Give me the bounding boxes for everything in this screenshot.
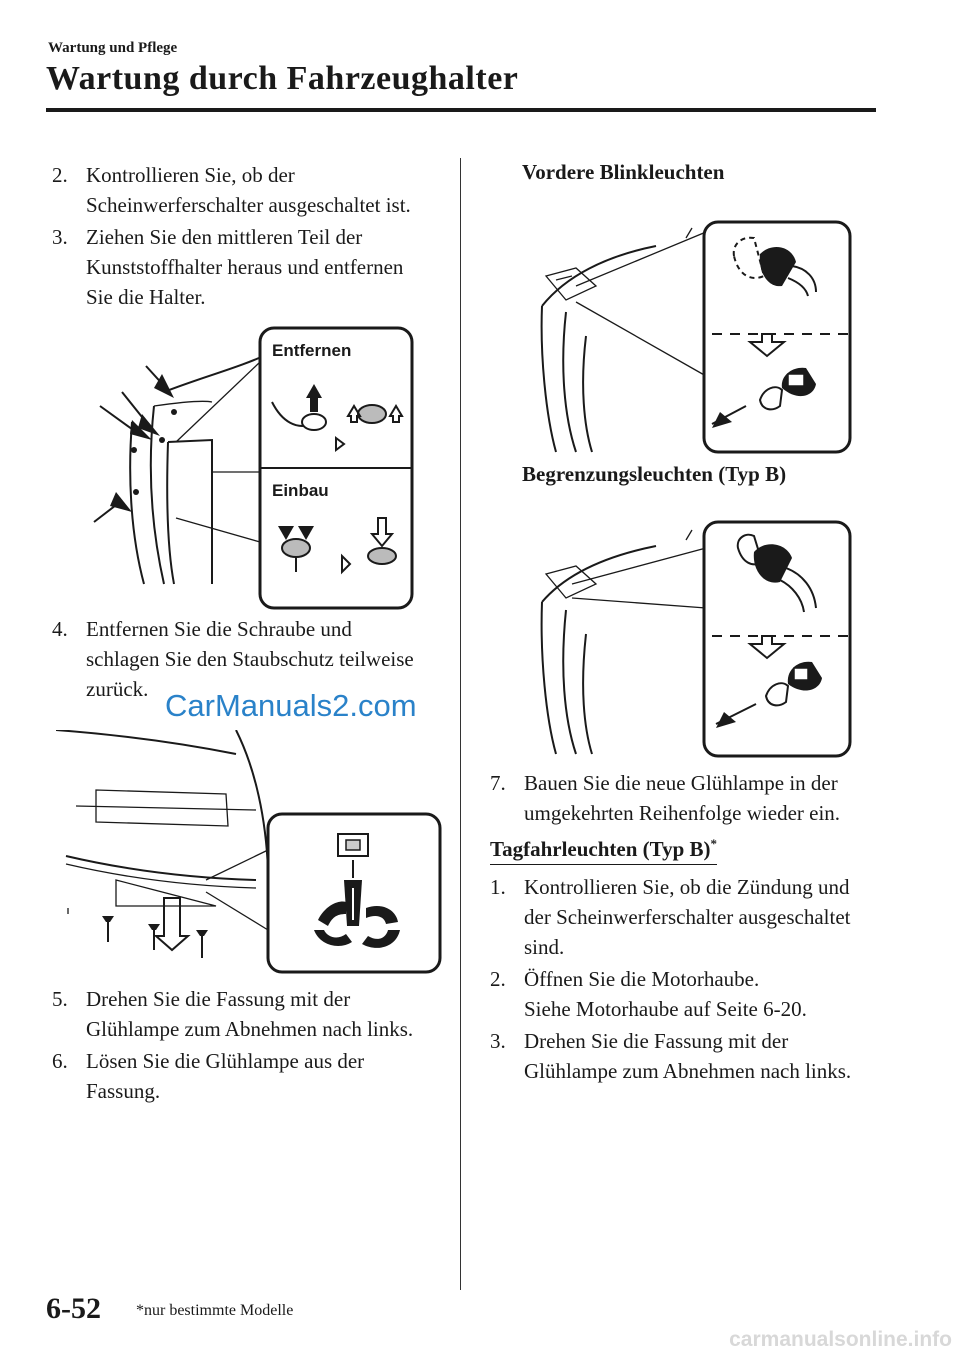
step-text-line: Kunststoffhalter heraus und entfernen [86, 255, 404, 279]
step-text-line: Glühlampe zum Abnehmen nach links. [86, 1017, 414, 1041]
bumper-drawing [56, 730, 268, 958]
watermark: CarManuals2.com [165, 688, 417, 723]
step-number: 1. [490, 875, 506, 899]
step-2 [52, 160, 432, 222]
remove-label: Entfernen [272, 341, 352, 360]
step-5 [52, 984, 452, 1046]
step-text-line: Lösen Sie die Glühlampe aus der [86, 1049, 365, 1073]
heading-text: Tagfahrleuchten (Typ B) [490, 837, 711, 861]
step-text-line: Drehen Sie die Fassung mit der [524, 1029, 789, 1053]
front-turn-bulb-illustration [536, 216, 856, 456]
step-number: 2. [490, 967, 506, 991]
step-text-line: Ziehen Sie den mittleren Teil der [86, 225, 363, 249]
step-text-line: Fassung. [86, 1079, 161, 1103]
step-text-line: der Scheinwerferschalter ausgeschaltet [524, 905, 851, 929]
step-number: 7. [490, 771, 506, 795]
footnote-mark: * [710, 836, 718, 851]
step-text-line: Kontrollieren Sie, ob der [86, 163, 295, 187]
install-label: Einbau [272, 481, 329, 500]
step-text-line: Bauen Sie die neue Glühlampe in der [524, 771, 838, 795]
position-bulb-illustration [536, 518, 856, 758]
step-number: 3. [52, 225, 68, 249]
headlamp-drawing [542, 530, 706, 754]
step-number: 3. [490, 1029, 506, 1053]
step-text-line: Scheinwerferschalter ausgeschaltet ist. [86, 193, 411, 217]
step-text-line: Entfernen Sie die Schraube und [86, 617, 352, 641]
step-7 [490, 768, 890, 830]
step-number: 2. [52, 163, 68, 187]
step-text-line: umgekehrten Reihenfolge wieder ein. [524, 801, 841, 825]
step-text-line: Glühlampe zum Abnehmen nach links. [524, 1059, 852, 1083]
step-text-line: Siehe Motorhaube auf Seite 6-20. [524, 997, 807, 1021]
step-text-line: Sie die Halter. [86, 285, 206, 309]
chapter-title: Wartung durch Fahrzeughalter [46, 60, 519, 97]
bumper-screw-illustration [56, 730, 446, 976]
step-number: 4. [52, 617, 68, 641]
footer-watermark: carmanualsonline.info [729, 1328, 952, 1351]
position-lights-heading: Begrenzungsleuchten (Typ B) [522, 462, 787, 486]
fender-drawing [94, 352, 272, 584]
dayrun-step-1 [490, 872, 890, 964]
step-text-line: schlagen Sie den Staubschutz teilweise [86, 647, 414, 671]
footnote: *nur bestimmte Modelle [136, 1302, 294, 1319]
step-3 [52, 222, 432, 314]
section-label: Wartung und Pflege [48, 40, 178, 56]
daytime-running-lights-heading [490, 836, 717, 865]
step-text-line: Kontrollieren Sie, ob die Zündung und [524, 875, 850, 899]
headlamp-drawing [542, 228, 706, 452]
dayrun-step-2 [490, 964, 890, 1026]
fender-clip-illustration [92, 322, 422, 612]
step-text-line: Drehen Sie die Fassung mit der [86, 987, 351, 1011]
step-text-line: Öffnen Sie die Motorhaube. [524, 967, 760, 991]
page-number: 6-52 [46, 1292, 101, 1325]
step-text-line: zurück. [86, 677, 149, 701]
column-divider [460, 158, 461, 1290]
step-text-line: sind. [524, 935, 565, 959]
step-6 [52, 1046, 432, 1108]
step-number: 6. [52, 1049, 68, 1073]
title-rule [46, 108, 876, 112]
step-number: 5. [52, 987, 68, 1011]
front-turn-heading: Vordere Blinkleuchten [522, 160, 725, 184]
dayrun-step-3 [490, 1026, 890, 1088]
